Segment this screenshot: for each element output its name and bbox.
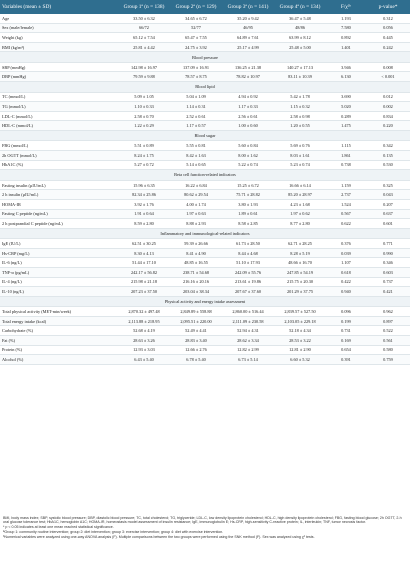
table-row bbox=[0, 33, 410, 43]
variable-label: 2 h insulin (µIU/mL) bbox=[0, 190, 118, 200]
group-2-value: 16.22 ± 6.84 bbox=[170, 180, 222, 190]
p-value: 0.207 bbox=[366, 199, 410, 209]
variable-label: SBP (mmHg) bbox=[0, 62, 118, 72]
group-1-value: 2,113.88 ± 218.95 bbox=[118, 316, 170, 326]
table-row bbox=[0, 336, 410, 346]
group-1-value: 66/72 bbox=[118, 23, 170, 33]
group-3-value: 136.25 ± 21.38 bbox=[222, 62, 274, 72]
section-header-row bbox=[0, 170, 410, 181]
table-row bbox=[0, 42, 410, 52]
group-3-value: 8.44 ± 4.68 bbox=[222, 248, 274, 258]
statistic-value: 3.946 bbox=[326, 62, 366, 72]
group-4-value: 2,103.05 ± 229.18 bbox=[274, 316, 326, 326]
group-3-value: 78.82 ± 10.97 bbox=[222, 72, 274, 82]
variable-label: IL-4 (ng/L) bbox=[0, 277, 118, 287]
table-row bbox=[0, 111, 410, 121]
group-2-value: 1.17 ± 0.57 bbox=[170, 121, 222, 131]
group-1-value: 65.12 ± 7.54 bbox=[118, 33, 170, 43]
table-row bbox=[0, 151, 410, 161]
group-1-value: 12.93 ± 3.03 bbox=[118, 345, 170, 355]
table-row bbox=[0, 219, 410, 229]
group-4-value: 48/86 bbox=[274, 23, 326, 33]
section-header-row bbox=[0, 228, 410, 239]
statistic-value: 1.401 bbox=[326, 42, 366, 52]
p-value: 0.759 bbox=[366, 355, 410, 365]
table-row bbox=[0, 287, 410, 297]
group-1-value: 215.98 ± 21.18 bbox=[118, 277, 170, 287]
group-4-value: 12.81 ± 2.90 bbox=[274, 345, 326, 355]
group-2-value: 12.66 ± 2.76 bbox=[170, 345, 222, 355]
group-1-value: 8.59 ± 2.80 bbox=[118, 219, 170, 229]
p-value: 0.002 bbox=[366, 102, 410, 112]
group-3-value: 2,111.09 ± 230.58 bbox=[222, 316, 274, 326]
header-variables: Variables (mean ± SD) bbox=[0, 0, 118, 14]
table-body bbox=[0, 14, 410, 364]
table-header-row bbox=[0, 0, 410, 14]
variable-label: Fasting C peptide (ng/mL) bbox=[0, 209, 118, 219]
p-value: 0.325 bbox=[366, 180, 410, 190]
p-value: 0.771 bbox=[366, 239, 410, 249]
group-3-value: 46/95 bbox=[222, 23, 274, 33]
group-2-value: 59.39 ± 26.66 bbox=[170, 239, 222, 249]
table-row bbox=[0, 326, 410, 336]
footnote-significance: * p < 0.05 indicates at least one mean reached statistical significance. bbox=[3, 525, 114, 530]
group-4-value: 16.66 ± 6.14 bbox=[274, 180, 326, 190]
group-2-value: 216.16 ± 20.16 bbox=[170, 277, 222, 287]
statistic-value: 1.115 bbox=[326, 141, 366, 151]
table-row bbox=[0, 248, 410, 258]
variable-label: FBG (mmol/L) bbox=[0, 141, 118, 151]
group-1-value: 142.98 ± 16.97 bbox=[118, 62, 170, 72]
group-3-value: 5.22 ± 0.74 bbox=[222, 160, 274, 170]
group-4-value: 201.29 ± 37.75 bbox=[274, 287, 326, 297]
section-label: Beta cell function-related indicators bbox=[0, 170, 410, 181]
section-label: Blood sugar bbox=[0, 130, 410, 141]
footnote-methods: ᵇNumerical variables were analyzed using one-way ANOVA analysis (F). Multiple comparisons between the two groups were performed using the SNK method (F). Sex was analyzed using χ² tests. bbox=[3, 535, 315, 540]
group-1-value: 5.09 ± 1.05 bbox=[118, 92, 170, 102]
group-4-value: 5.69 ± 0.76 bbox=[274, 141, 326, 151]
group-2-value: 65.47 ± 7.55 bbox=[170, 33, 222, 43]
statistic-value: 1.107 bbox=[326, 258, 366, 268]
statistic-value: 1.475 bbox=[326, 121, 366, 131]
group-4-value: 52.18 ± 4.34 bbox=[274, 326, 326, 336]
p-value: 0.012 bbox=[366, 92, 410, 102]
group-3-value: 15.25 ± 6.72 bbox=[222, 180, 274, 190]
p-value: 0.737 bbox=[366, 277, 410, 287]
table-row bbox=[0, 92, 410, 102]
statistic-value: 2.737 bbox=[326, 190, 366, 200]
group-2-value: 5.14 ± 0.65 bbox=[170, 160, 222, 170]
p-value: 0.522 bbox=[366, 326, 410, 336]
group-2-value: 8.41 ± 4.90 bbox=[170, 248, 222, 258]
variable-label: Weight (kg) bbox=[0, 33, 118, 43]
p-value: 0.603 bbox=[366, 267, 410, 277]
statistic-value: 0.199 bbox=[326, 316, 366, 326]
group-1-value: 82.34 ± 25.86 bbox=[118, 190, 170, 200]
section-header-row bbox=[0, 296, 410, 307]
group-2-value: 52/77 bbox=[170, 23, 222, 33]
variable-label: Alcohol (%) bbox=[0, 355, 118, 365]
p-value: 0.135 bbox=[366, 151, 410, 161]
group-1-value: 242.17 ± 56.82 bbox=[118, 267, 170, 277]
statistic-value: 0.738 bbox=[326, 160, 366, 170]
group-2-value: 28.83 ± 3.40 bbox=[170, 336, 222, 346]
p-value: 0.637 bbox=[366, 209, 410, 219]
group-4-value: 28.53 ± 3.22 bbox=[274, 336, 326, 346]
group-1-value: 6.43 ± 5.40 bbox=[118, 355, 170, 365]
group-2-value: 78.57 ± 8.75 bbox=[170, 72, 222, 82]
variable-label: 2h OGTT (mmol/L) bbox=[0, 151, 118, 161]
group-1-value: 51.44 ± 17.10 bbox=[118, 258, 170, 268]
group-4-value: 2,839.57 ± 527.50 bbox=[274, 307, 326, 317]
variable-label: Carbohydrate (%) bbox=[0, 326, 118, 336]
group-2-value: 48.85 ± 16.55 bbox=[170, 258, 222, 268]
p-value: < 0.001 bbox=[366, 72, 410, 82]
variable-label: Sex (male/female) bbox=[0, 23, 118, 33]
group-4-value: 1.20 ± 0.55 bbox=[274, 121, 326, 131]
group-3-value: 4.94 ± 0.92 bbox=[222, 92, 274, 102]
variable-label: Total energy intake (kcal) bbox=[0, 316, 118, 326]
group-4-value: 5.42 ± 1.78 bbox=[274, 92, 326, 102]
group-3-value: 75.71 ± 28.82 bbox=[222, 190, 274, 200]
table-row bbox=[0, 316, 410, 326]
group-1-value: 2.58 ± 0.70 bbox=[118, 111, 170, 121]
group-4-value: 63.99 ± 8.12 bbox=[274, 33, 326, 43]
variable-label: HOMA-IR bbox=[0, 199, 118, 209]
table-row bbox=[0, 121, 410, 131]
p-value: 0.962 bbox=[366, 307, 410, 317]
variable-label: Fat (%) bbox=[0, 336, 118, 346]
group-2-value: 238.71 ± 54.68 bbox=[170, 267, 222, 277]
p-value: 0.008 bbox=[366, 62, 410, 72]
section-label: Inflammatory and immunological-related indicators bbox=[0, 228, 410, 239]
variable-label: Protein (%) bbox=[0, 345, 118, 355]
group-3-value: 35.20 ± 9.42 bbox=[222, 14, 274, 23]
group-2-value: 6.78 ± 5.40 bbox=[170, 355, 222, 365]
variable-label: TG (mmol/L) bbox=[0, 102, 118, 112]
group-4-value: 1.97 ± 0.62 bbox=[274, 209, 326, 219]
group-2-value: 80.62 ± 29.54 bbox=[170, 190, 222, 200]
table-row bbox=[0, 209, 410, 219]
group-1-value: 1.22 ± 0.29 bbox=[118, 121, 170, 131]
variable-label: HDL-C (mmol/L) bbox=[0, 121, 118, 131]
variable-label: HbA1C (%) bbox=[0, 160, 118, 170]
group-3-value: 207.67 ± 37.60 bbox=[222, 287, 274, 297]
table-row bbox=[0, 267, 410, 277]
p-value: 0.242 bbox=[366, 42, 410, 52]
group-1-value: 8.30 ± 4.13 bbox=[118, 248, 170, 258]
table-row bbox=[0, 23, 410, 33]
statistic-value: 7.580 bbox=[326, 23, 366, 33]
variable-label: BMI (kg/m²) bbox=[0, 42, 118, 52]
variable-label: Fasting insulin (µIU/mL) bbox=[0, 180, 118, 190]
section-header-row bbox=[0, 82, 410, 93]
p-value: 0.346 bbox=[366, 258, 410, 268]
variable-label: Age bbox=[0, 14, 118, 23]
group-3-value: 12.82 ± 2.99 bbox=[222, 345, 274, 355]
statistic-value: 0.169 bbox=[326, 336, 366, 346]
group-2-value: 8.88 ± 2.93 bbox=[170, 219, 222, 229]
group-1-value: 2,870.32 ± 497.48 bbox=[118, 307, 170, 317]
variable-label: DBP (mmHg) bbox=[0, 72, 118, 82]
group-4-value: 62.71 ± 28.25 bbox=[274, 239, 326, 249]
variable-label: IL-10 (ng/L) bbox=[0, 287, 118, 297]
group-4-value: 1.15 ± 0.32 bbox=[274, 102, 326, 112]
group-4-value: 25.48 ± 5.00 bbox=[274, 42, 326, 52]
group-2-value: 5.04 ± 1.09 bbox=[170, 92, 222, 102]
group-3-value: 1.17 ± 0.33 bbox=[222, 102, 274, 112]
group-4-value: 8.77 ± 2.80 bbox=[274, 219, 326, 229]
p-value: 0.990 bbox=[366, 248, 410, 258]
group-3-value: 1.89 ± 0.61 bbox=[222, 209, 274, 219]
group-4-value: 85.20 ± 28.97 bbox=[274, 190, 326, 200]
header-group-4: Group 4ª (n = 134) bbox=[274, 0, 326, 14]
p-value: 0.834 bbox=[366, 111, 410, 121]
statistic-value: 0.731 bbox=[326, 326, 366, 336]
group-2-value: 2,095.51 ± 220.00 bbox=[170, 316, 222, 326]
variable-label: LDL-C (mmol/L) bbox=[0, 111, 118, 121]
statistic-value: 0.039 bbox=[326, 248, 366, 258]
p-value: 0.342 bbox=[366, 141, 410, 151]
statistic-value: 6.130 bbox=[326, 72, 366, 82]
group-3-value: 25.17 ± 4.99 bbox=[222, 42, 274, 52]
group-2-value: 52.49 ± 4.41 bbox=[170, 326, 222, 336]
section-label: Blood pressure bbox=[0, 52, 410, 63]
p-value: 0.897 bbox=[366, 316, 410, 326]
variable-label: Total physical activity (MET-min/week) bbox=[0, 307, 118, 317]
group-2-value: 4.00 ± 1.74 bbox=[170, 199, 222, 209]
group-1-value: 79.59 ± 9.88 bbox=[118, 72, 170, 82]
table-row bbox=[0, 14, 410, 23]
group-3-value: 1.00 ± 0.60 bbox=[222, 121, 274, 131]
statistic-value: 0.422 bbox=[326, 277, 366, 287]
table-row bbox=[0, 180, 410, 190]
table-row bbox=[0, 62, 410, 72]
footnote-abbreviations: BMI, body mass index; SBP, systolic blood pressure; DBP, diastolic blood pressure; TC, total cholesterol; TG, triglyceride; LDL-C, low density lipoprotein cholesterol; HDL-C, high density lipoprotein cholesterol; FBG, fasting blood glucose; 2h OGTT, 2-h oral glucose tolerance test; HbA1C, hemoglobin A1C; HOMA-IR, homeostasis model assessment of insulin resistance; IgE, immunoglobulin E; Hs-CRP, high-sensitivity C-reactive protein; IL, interleukin; TNF, tumor necrosis factor. bbox=[3, 516, 402, 525]
header-group-1: Group 1ª (n = 138) bbox=[118, 0, 170, 14]
statistic-value: 0.622 bbox=[326, 219, 366, 229]
variable-label: TC (mmol/L) bbox=[0, 92, 118, 102]
statistic-value: 0.618 bbox=[326, 267, 366, 277]
group-4-value: 36.47 ± 5.48 bbox=[274, 14, 326, 23]
statistic-value: 1.524 bbox=[326, 199, 366, 209]
group-1-value: 207.23 ± 37.50 bbox=[118, 287, 170, 297]
table-footnotes bbox=[3, 516, 407, 540]
group-3-value: 61.73 ± 28.50 bbox=[222, 239, 274, 249]
p-value: 0.601 bbox=[366, 219, 410, 229]
table-row bbox=[0, 258, 410, 268]
statistic-value: 0.567 bbox=[326, 209, 366, 219]
group-1-value: 15.96 ± 6.35 bbox=[118, 180, 170, 190]
p-value: 0.220 bbox=[366, 121, 410, 131]
statistic-value: 1.159 bbox=[326, 180, 366, 190]
group-2-value: 137.09 ± 16.91 bbox=[170, 62, 222, 72]
statistic-value: 3.690 bbox=[326, 92, 366, 102]
header-statistic: F/χ²ᵇ bbox=[326, 0, 366, 14]
group-3-value: 5.60 ± 0.84 bbox=[222, 141, 274, 151]
group-4-value: 5.23 ± 0.74 bbox=[274, 160, 326, 170]
group-3-value: 2.56 ± 0.61 bbox=[222, 111, 274, 121]
table-row bbox=[0, 72, 410, 82]
group-2-value: 2,849.89 ± 558.88 bbox=[170, 307, 222, 317]
group-3-value: 6.73 ± 5.14 bbox=[222, 355, 274, 365]
group-1-value: 52.68 ± 4.19 bbox=[118, 326, 170, 336]
group-4-value: 4.23 ± 1.68 bbox=[274, 199, 326, 209]
group-1-value: 25.81 ± 4.42 bbox=[118, 42, 170, 52]
group-1-value: 5.51 ± 0.89 bbox=[118, 141, 170, 151]
table-row bbox=[0, 160, 410, 170]
group-3-value: 28.62 ± 3.34 bbox=[222, 336, 274, 346]
p-value: 0.056 bbox=[366, 23, 410, 33]
statistic-value: 1.861 bbox=[326, 151, 366, 161]
statistic-value: 0.391 bbox=[326, 355, 366, 365]
header-p-value: p-value* bbox=[366, 0, 410, 14]
group-4-value: 6.60 ± 5.32 bbox=[274, 355, 326, 365]
table-row bbox=[0, 307, 410, 317]
group-3-value: 3.80 ± 1.93 bbox=[222, 199, 274, 209]
statistic-value: 0.892 bbox=[326, 33, 366, 43]
group-1-value: 3.92 ± 1.76 bbox=[118, 199, 170, 209]
group-4-value: 48.66 ± 16.70 bbox=[274, 258, 326, 268]
group-3-value: 213.61 ± 19.86 bbox=[222, 277, 274, 287]
header-group-3: Group 3ª (n = 141) bbox=[222, 0, 274, 14]
table-row bbox=[0, 355, 410, 365]
group-1-value: 1.91 ± 0.64 bbox=[118, 209, 170, 219]
table-row bbox=[0, 190, 410, 200]
group-3-value: 2,860.00 ± 516.44 bbox=[222, 307, 274, 317]
group-2-value: 8.42 ± 1.63 bbox=[170, 151, 222, 161]
p-value: 0.043 bbox=[366, 190, 410, 200]
statistic-value: 1.193 bbox=[326, 14, 366, 23]
group-2-value: 1.97 ± 0.63 bbox=[170, 209, 222, 219]
p-value: 0.561 bbox=[366, 336, 410, 346]
p-value: 0.421 bbox=[366, 287, 410, 297]
variable-label: IL-6 (ng/L) bbox=[0, 258, 118, 268]
group-2-value: 34.65 ± 6.72 bbox=[170, 14, 222, 23]
group-4-value: 247.85 ± 54.19 bbox=[274, 267, 326, 277]
section-header-row bbox=[0, 52, 410, 63]
group-3-value: 52.94 ± 4.31 bbox=[222, 326, 274, 336]
table-row bbox=[0, 277, 410, 287]
statistic-value: 0.376 bbox=[326, 239, 366, 249]
statistic-value: 0.096 bbox=[326, 307, 366, 317]
statistic-value: 0.940 bbox=[326, 287, 366, 297]
statistic-value: 0.289 bbox=[326, 111, 366, 121]
group-2-value: 24.75 ± 3.92 bbox=[170, 42, 222, 52]
group-2-value: 5.55 ± 0.81 bbox=[170, 141, 222, 151]
table-row bbox=[0, 239, 410, 249]
group-1-value: 8.24 ± 1.75 bbox=[118, 151, 170, 161]
group-2-value: 1.14 ± 0.31 bbox=[170, 102, 222, 112]
section-label: Physical activity and energy intake assessment bbox=[0, 296, 410, 307]
group-4-value: 215.75 ± 20.30 bbox=[274, 277, 326, 287]
group-1-value: 62.51 ± 30.25 bbox=[118, 239, 170, 249]
table-row bbox=[0, 141, 410, 151]
group-3-value: 8.00 ± 1.62 bbox=[222, 151, 274, 161]
p-value: 0.312 bbox=[366, 14, 410, 23]
statistic-value: 5.020 bbox=[326, 102, 366, 112]
group-4-value: 140.27 ± 17.13 bbox=[274, 62, 326, 72]
group-4-value: 8.28 ± 5.19 bbox=[274, 248, 326, 258]
group-1-value: 28.63 ± 3.26 bbox=[118, 336, 170, 346]
group-1-value: 5.27 ± 0.72 bbox=[118, 160, 170, 170]
group-2-value: 203.04 ± 38.34 bbox=[170, 287, 222, 297]
variable-label: Hs-CRP (mg/L) bbox=[0, 248, 118, 258]
variable-label: 2 h postprandial C peptide (ng/mL) bbox=[0, 219, 118, 229]
p-value: 0.580 bbox=[366, 345, 410, 355]
footnote-groups: ªGroup 1: community routine intervention; group 2: diet intervention; group 3: exercise intervention; group 4: diet with exercise intervention. bbox=[3, 530, 224, 535]
group-4-value: 2.58 ± 0.98 bbox=[274, 111, 326, 121]
group-2-value: 2.52 ± 0.61 bbox=[170, 111, 222, 121]
table-row bbox=[0, 199, 410, 209]
p-value: 0.445 bbox=[366, 33, 410, 43]
header-group-2: Group 2ª (n = 129) bbox=[170, 0, 222, 14]
variable-label: IgE (IU/L) bbox=[0, 239, 118, 249]
group-3-value: 64.89 ± 7.61 bbox=[222, 33, 274, 43]
group-4-value: 83.11 ± 10.39 bbox=[274, 72, 326, 82]
group-1-value: 33.50 ± 6.32 bbox=[118, 14, 170, 23]
table-row bbox=[0, 102, 410, 112]
group-4-value: 8.03 ± 1.61 bbox=[274, 151, 326, 161]
section-label: Blood lipid bbox=[0, 82, 410, 93]
group-3-value: 51.10 ± 17.93 bbox=[222, 258, 274, 268]
group-3-value: 8.58 ± 2.85 bbox=[222, 219, 274, 229]
p-value: 0.530 bbox=[366, 160, 410, 170]
group-3-value: 242.09 ± 55.76 bbox=[222, 267, 274, 277]
group-1-value: 1.10 ± 0.33 bbox=[118, 102, 170, 112]
variable-label: TNF-α (pg/mL) bbox=[0, 267, 118, 277]
table-row bbox=[0, 345, 410, 355]
statistic-value: 0.654 bbox=[326, 345, 366, 355]
section-header-row bbox=[0, 130, 410, 141]
